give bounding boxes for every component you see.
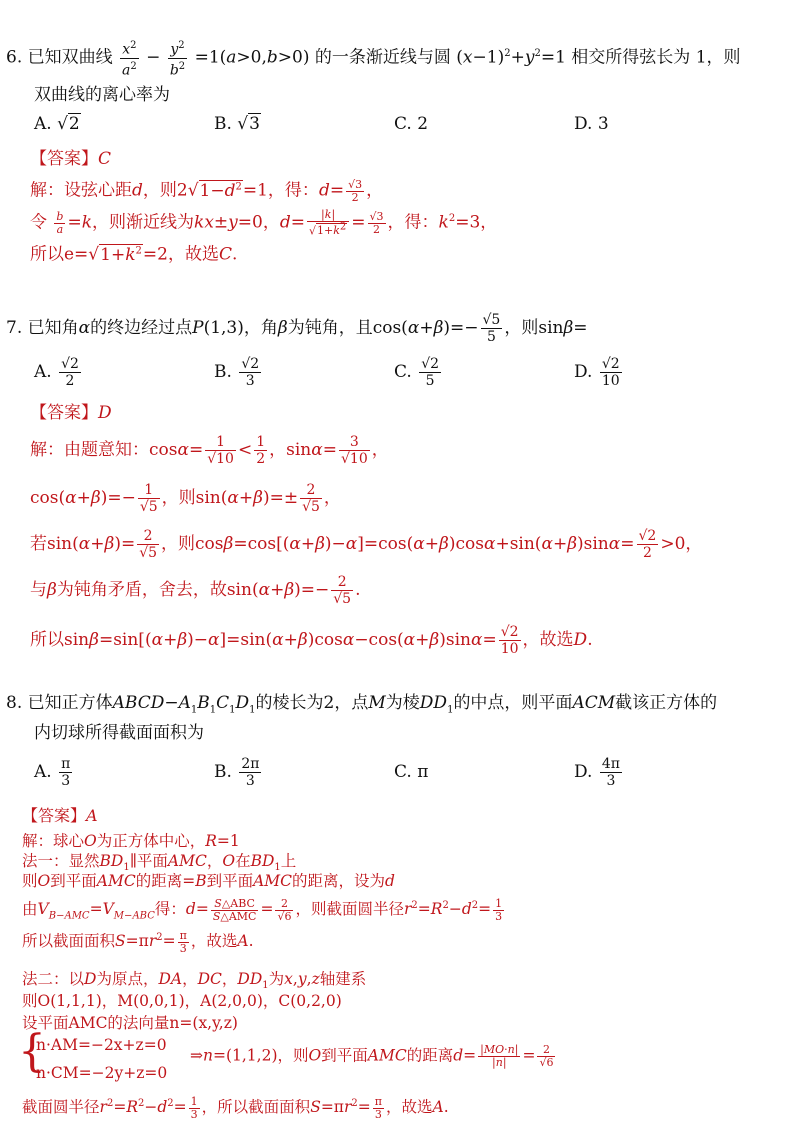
- q6-option-a: A. √2: [34, 114, 80, 134]
- q8-solution-3: 则O到平面AMC的距离=B到平面AMC的距离，设为d: [22, 872, 395, 890]
- q7-option-a: A. $\frac{√2}{2}$: [34, 356, 79, 389]
- q8-solution-2: 法一：显然$BD_1\parallel$平面AMC，O在$BD_1$上: [22, 852, 297, 874]
- q6-solution-1: 解：设弦心距d，则$2√1-d^2=1$，得：d= $\frac{√3}{2}$ ，: [30, 177, 384, 204]
- q7-answer: 【答案】D: [30, 403, 112, 423]
- q6-solution-3: 所以$e=√1+k^2=2$，故选C.: [30, 244, 238, 265]
- q6-option-d: D. 3: [574, 114, 609, 134]
- q8-solution-1: 解：球心O为正方体中心，R=1: [22, 832, 240, 850]
- q8-option-b: B. $\frac{2\pi}{3}$: [214, 756, 260, 789]
- q8-stem-line2: 内切球所得截面面积为: [34, 723, 204, 743]
- q7-stem: 7. 已知角α的终边经过点P(1,3)，角β为钝角，且cos(α+β)=− $\frac{√5}{5}$ ，则sinβ=: [6, 312, 588, 345]
- q8-method2-1: 法二：以D为原点，DA，DC，$DD_1$为x,y,z轴建系: [22, 970, 367, 992]
- q7-solution-4: 与β为钝角矛盾，舍去，故sin(α+β)=− $\frac{2}{√5}$ .: [30, 574, 361, 607]
- q8-solution-4: 由$V_{B-AMC}=V_{M-ABC}$得：d= $\frac{\text{S△ABC}}{\text{S△AMC}}$ = $\frac{2}{√6}$ ，则截面圆半径$r^2=R^2-d^2=$ $\frac{1}{3}$: [22, 896, 503, 923]
- q7-solution-2: cos(α+β)=− $\frac{1}{√5}$ ，则sin(α+β)=± $\frac{2}{√5}$ ，: [30, 482, 341, 515]
- q8-method2-eq1: n·AM=−2x+z=0: [36, 1036, 167, 1054]
- q6-option-b: B. √3: [214, 114, 260, 134]
- q7-solution-1: 解：由题意知：cosα= $\frac{1}{√10}$ < $\frac{1}{2}$ ，sinα= $\frac{3}{√10}$ ，: [30, 434, 389, 467]
- q6-solution-2: 令 $\frac{b}{a}$ =k，则渐近线为kx±y=0，d= $\frac{|k|}{√1+k^2}$ = $\frac{√3}{2}$ ，得：$k^2=3$，: [30, 207, 498, 238]
- q7-solution-5: 所以sinβ=sin[(α+β)−α]=sin(α+β)cosα−cos(α+β)sinα= $\frac{√2}{10}$ ，故选D.: [30, 624, 593, 657]
- q6-stem-line2: 双曲线的离心率为: [34, 85, 170, 105]
- q8-method2-5: 截面圆半径$r^2=R^2-d^2=$ $\frac{1}{3}$ ，所以截面面积$S=\pi r^2=$ $\frac{\pi}{3}$ ，故选A.: [22, 1094, 449, 1121]
- q8-option-c: C. π: [394, 762, 429, 782]
- system-brace: {: [18, 1026, 46, 1077]
- q7-option-c: C. $\frac{√2}{5}$: [394, 356, 440, 389]
- q6-answer: 【答案】C: [30, 149, 112, 169]
- q8-answer: 【答案】A: [22, 806, 98, 825]
- q7-option-b: B. $\frac{√2}{3}$: [214, 356, 260, 389]
- q8-option-a: A. $\frac{\pi}{3}$: [34, 756, 71, 789]
- q8-method2-result: ⇒n=(1,1,2)，则O到平面AMC的距离d= $\frac{|MO\cdot n|}{|n|}$ = $\frac{2}{√6}$: [190, 1043, 554, 1069]
- q8-method2-3: 设平面AMC的法向量n=(x,y,z): [22, 1014, 238, 1032]
- q8-solution-5: 所以截面面积$S=\pi r^2=$ $\frac{\pi}{3}$ ，故选A.: [22, 928, 254, 955]
- q6-option-c: C. 2: [394, 114, 429, 134]
- q7-option-d: D. $\frac{√2}{10}$: [574, 356, 620, 389]
- q7-solution-3: 若sin(α+β)= $\frac{2}{√5}$ ，则cosβ=cos[(α+β)−α]=cos(α+β)cosα+sin(α+β)sinα= $\frac{√2}{2}$ >0，: [30, 528, 703, 561]
- q8-method2-eq2: n·CM=−2y+z=0: [36, 1064, 168, 1082]
- q8-method2-2: 则O(1,1,1)，M(0,0,1)，A(2,0,0)，C(0,2,0): [22, 992, 342, 1010]
- q8-option-d: D. $\frac{4\pi}{3}$: [574, 756, 620, 789]
- q8-stem-line1: 8. 已知正方体$ABCD-A_1B_1C_1D_1$的棱长为2，点M为棱$DD_1$的中点，则平面ACM截该正方体的: [6, 693, 718, 716]
- q6-stem-line1: 6. 已知双曲线 $\frac{x^2}{a^2}$ − $\frac{y^2}{b^2}$ =1(a>0,b>0) 的一条渐近线与圆 $(x-1)^2+y^2=1$ 相交所得弦长为 1，则: [6, 40, 741, 79]
